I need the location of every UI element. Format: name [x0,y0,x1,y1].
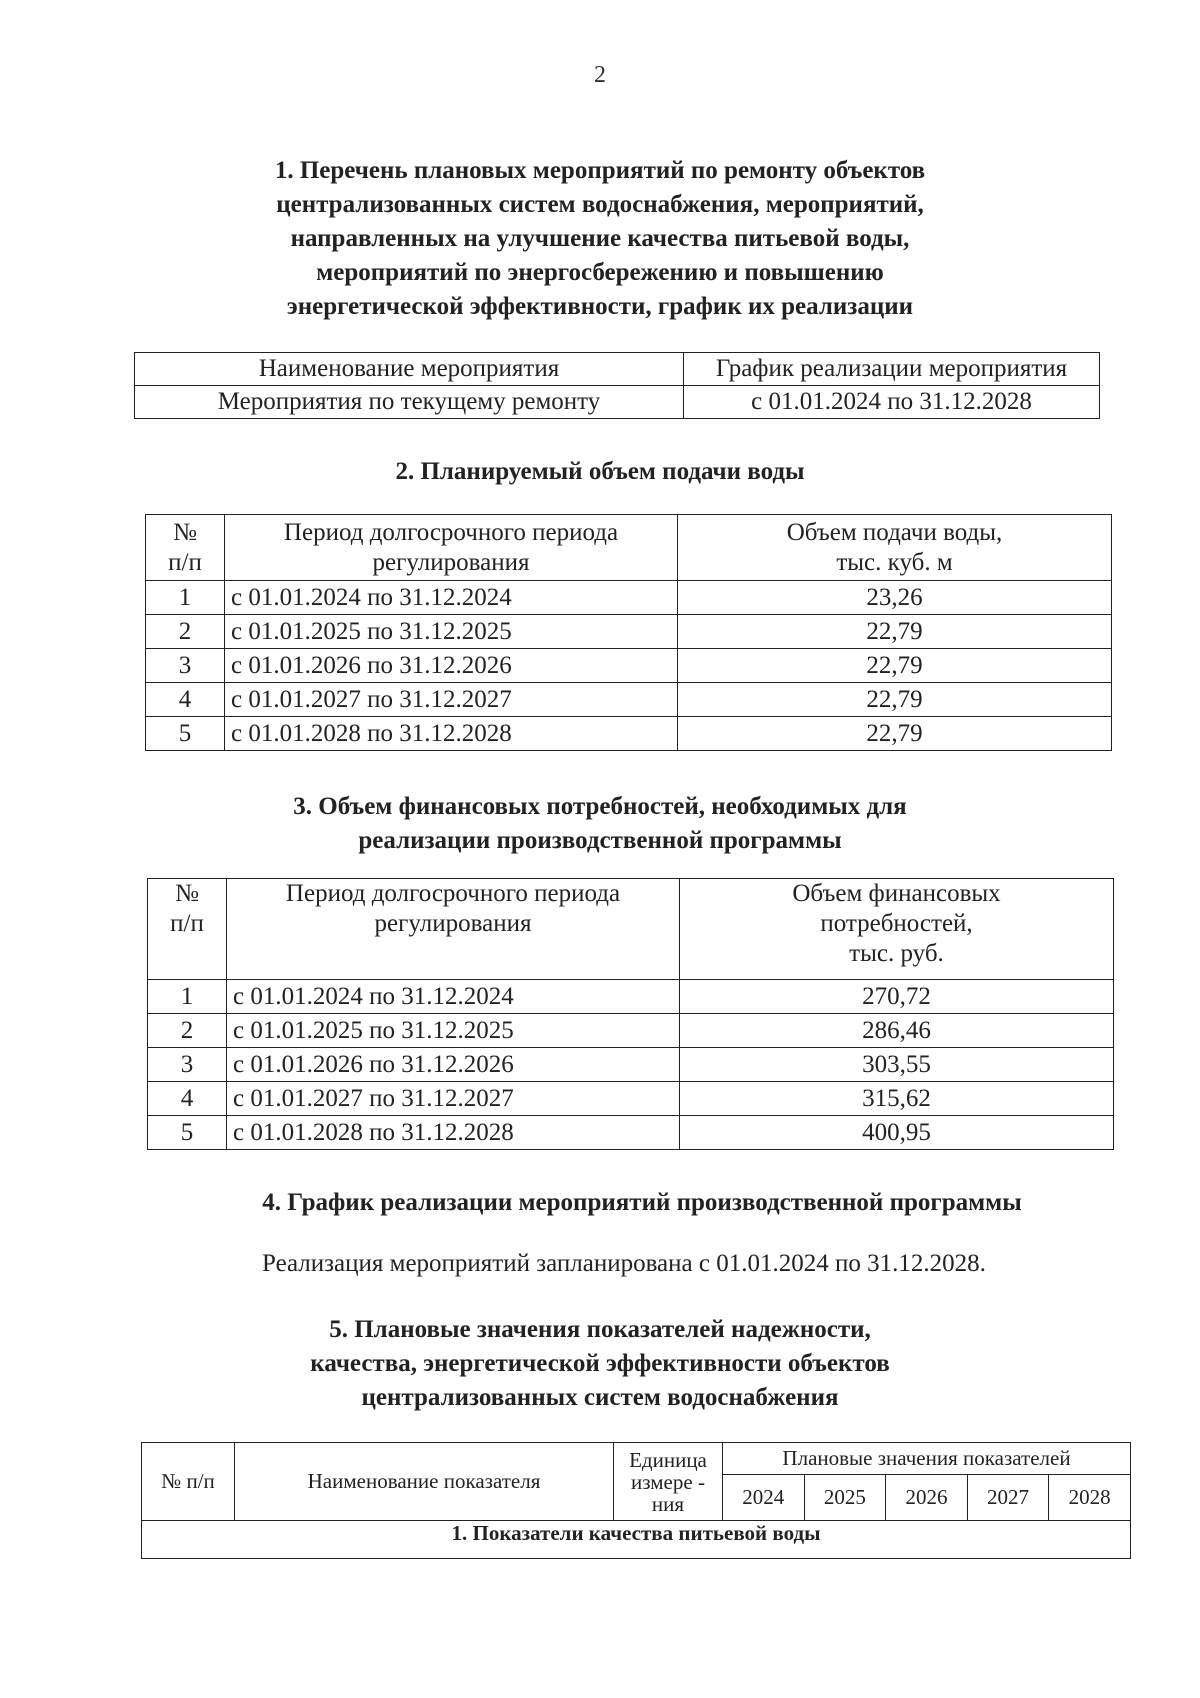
row-period: с 01.01.2026 по 31.12.2026 [225,649,678,683]
table-row [146,649,1112,683]
header-line: Объем финансовых [792,880,1001,907]
year-cell: 2026 [886,1475,968,1521]
row-number: 4 [148,1082,227,1116]
section1-title-line: направленных на улучшение качества питьевой воды, [290,225,910,252]
row-period: с 01.01.2028 по 31.12.2028 [227,1116,680,1150]
row-number: 3 [148,1048,227,1082]
header-cell [678,515,1112,581]
header-cell: График реализации мероприятия [684,353,1100,386]
row-number: 2 [148,1014,227,1048]
section5-title-line: качества, энергетической эффективности объектов [310,1350,890,1377]
header-line: ния [651,1491,685,1516]
section5-title-line: централизованных систем водоснабжения [361,1384,839,1411]
row-value: 22,79 [678,649,1112,683]
header-line: потребностей, [820,910,973,937]
section1-title-line: 1. Перечень плановых мероприятий по ремонту объектов [274,157,926,184]
row-value: 303,55 [680,1048,1114,1082]
header-cell [227,879,680,980]
header-line: регулирования [374,910,532,937]
section1-table [134,352,1100,419]
section-subheader: 1. Показатели качества питьевой воды [142,1521,1131,1559]
row-value: 400,95 [680,1116,1114,1150]
header-line: тыс. руб. [849,940,944,967]
table-header-row [148,879,1114,980]
header-cell: № п/п [142,1443,235,1521]
section5-table [141,1442,1131,1559]
table-cell: Мероприятия по текущему ремонту [135,386,684,419]
table-header-row [135,353,1100,386]
header-line: тыс. куб. м [836,548,953,576]
section2-title: 2. Планируемый объем подачи воды [395,458,805,485]
header-line: Объем подачи воды, [786,518,1003,546]
row-number: 1 [148,980,227,1014]
section2-table [145,514,1112,751]
row-number: 5 [146,717,225,751]
table-row [146,581,1112,615]
table-cell: с 01.01.2024 по 31.12.2028 [684,386,1100,419]
header-line: Единица [629,1447,707,1472]
row-value: 23,26 [678,581,1112,615]
row-number: 1 [146,581,225,615]
section4-title: 4. График реализации мероприятий производственной программы [262,1189,1022,1216]
header-cell: Наименование мероприятия [135,353,684,386]
table-header-row [142,1443,1131,1475]
header-line: Период долгосрочного периода [285,880,621,907]
year-cell: 2025 [804,1475,886,1521]
section3-title-line: 3. Объем финансовых потребностей, необходимых для [293,793,907,820]
row-number: 4 [146,683,225,717]
section3-title [0,790,1200,858]
section3-title-line: реализации производственной программы [358,827,842,854]
header-cell [146,515,225,581]
header-cell [680,879,1114,980]
row-number: 2 [146,615,225,649]
header-cell [614,1443,723,1521]
header-line: п/п [168,548,202,576]
table-row [135,386,1100,419]
header-line: Период долгосрочного периода [283,518,619,546]
header-line: № [173,518,197,546]
row-period: с 01.01.2024 по 31.12.2024 [225,581,678,615]
header-cell: Плановые значения показателей [723,1443,1131,1475]
section1-title-line: мероприятий по энергосбережению и повышению [316,259,884,286]
section5-title-line: 5. Плановые значения показателей надежности, [329,1316,871,1343]
table-row [142,1521,1131,1559]
section1-title [0,154,1200,324]
section5-title [0,1313,1200,1415]
table-row [148,1082,1114,1116]
table-row [148,1116,1114,1150]
section1-title-line: централизованных систем водоснабжения, мероприятий, [276,191,924,218]
table-row [146,683,1112,717]
section3-table [147,878,1114,1150]
row-period: с 01.01.2027 по 31.12.2027 [227,1082,680,1116]
table-header-row [146,515,1112,581]
header-cell [225,515,678,581]
row-value: 22,79 [678,615,1112,649]
year-cell: 2027 [967,1475,1049,1521]
year-cell: 2028 [1049,1475,1131,1521]
header-line: регулирования [372,548,530,576]
table-row [148,1048,1114,1082]
row-value: 22,79 [678,683,1112,717]
row-period: с 01.01.2028 по 31.12.2028 [225,717,678,751]
table-row [148,1014,1114,1048]
row-period: с 01.01.2026 по 31.12.2026 [227,1048,680,1082]
header-cell [148,879,227,980]
table-row [148,980,1114,1014]
row-period: с 01.01.2024 по 31.12.2024 [227,980,680,1014]
row-period: с 01.01.2025 по 31.12.2025 [227,1014,680,1048]
page-number: 2 [594,62,606,88]
header-line: № [175,880,199,907]
year-cell: 2024 [723,1475,805,1521]
row-number: 3 [146,649,225,683]
section4-text: Реализация мероприятий запланирована с 01.01.2024 по 31.12.2028. [262,1250,986,1277]
table-row [146,717,1112,751]
row-period: с 01.01.2027 по 31.12.2027 [225,683,678,717]
header-line: измере - [631,1469,705,1494]
row-value: 22,79 [678,717,1112,751]
header-cell: Наименование показателя [235,1443,614,1521]
row-number: 5 [148,1116,227,1150]
row-value: 286,46 [680,1014,1114,1048]
header-line: п/п [170,910,204,937]
section1-title-line: энергетической эффективности, график их реализации [286,293,914,320]
row-value: 315,62 [680,1082,1114,1116]
row-value: 270,72 [680,980,1114,1014]
table-row [146,615,1112,649]
row-period: с 01.01.2025 по 31.12.2025 [225,615,678,649]
